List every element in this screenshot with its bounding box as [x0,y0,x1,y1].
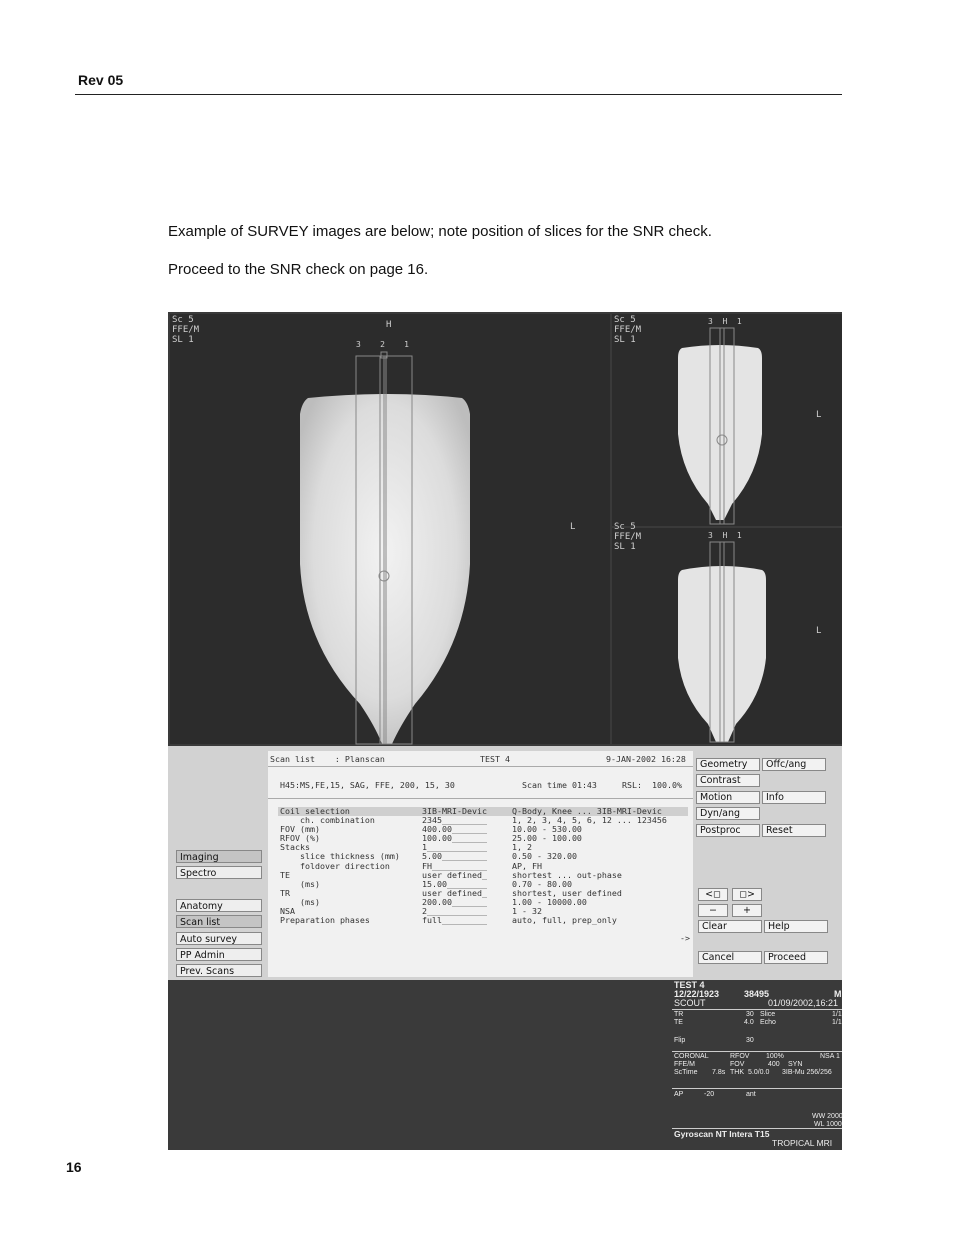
form-date: 9-JAN-2002 16:28 [606,754,686,764]
product-name: Gyroscan NT Intera T15 [674,1129,770,1139]
sctime-label: ScTime [674,1069,698,1076]
dyn-ang-button[interactable]: Dyn/ang [696,807,760,820]
nav-spectro[interactable]: Spectro [176,866,262,879]
top-right-slice-label: 3 H 1 [708,317,742,326]
tr-label: TR [674,1011,684,1018]
main-viewport [170,314,610,744]
info-divider-3 [672,1088,842,1089]
bottom-right-viewport [612,522,842,744]
offc-ang-button[interactable]: Offc/ang [762,758,826,771]
bottom-right-side-label: L [816,626,822,636]
patient-dob: 12/22/1923 [674,989,720,999]
intro-line-1: Example of SURVEY images are below; note position of slices for the SNR check. [168,223,712,240]
ap-label: AP [674,1091,684,1098]
window-level: WL 1000 [814,1121,842,1128]
slice-label: Slice [760,1011,776,1018]
patient-name: TEST 4 [674,980,705,990]
contrast-button[interactable]: Contrast [696,774,760,787]
header-rule [75,94,842,95]
slice-numbers: 3 2 1 [356,340,409,349]
rfov-label: RFOV [730,1053,750,1060]
patient-id: 38495 [744,989,770,999]
echo-value: 1/1 [832,1019,842,1026]
nav-imaging[interactable]: Imaging [176,850,262,863]
sctime-value: 7.8s [712,1069,726,1076]
sequence-label: FFE/M [674,1061,695,1068]
image-info-panel [672,980,842,1150]
cancel-button[interactable]: Cancel [698,951,762,964]
flip-label: Flip [674,1037,686,1044]
help-button[interactable]: Help [764,920,828,933]
thk-value: 5.0/0.0 [748,1069,770,1076]
phantom-sagittal-image [170,314,610,744]
echo-label: Echo [760,1019,776,1026]
revision-label: Rev 05 [78,72,124,88]
bottom-right-slice-label: 3 H 1 [708,531,742,540]
next-stack-button[interactable]: ◻> [732,888,762,901]
info-button[interactable]: Info [762,791,826,804]
top-right-viewport-info: Sc 5 FFE/M SL 1 [614,315,642,345]
fov-label: FOV [730,1061,745,1068]
patient-sex: M [834,989,842,999]
scan-datetime: 01/09/2002,16:21 [768,998,839,1008]
form-divider [268,766,693,767]
scan-parameter-form [268,751,693,977]
info-divider-1 [672,1009,842,1010]
scan-time: Scan time 01:43 [522,780,597,790]
protocol-name: H45:MS,FE,15, SAG, FFE, 200, 15, 30 [280,780,455,790]
scan-console [168,746,842,980]
ap-value: -20 [704,1091,715,1098]
form-divider-2 [268,798,693,799]
nav-anatomy[interactable]: Anatomy [176,899,262,912]
flip-value: 30 [746,1037,754,1044]
nav-pp-admin[interactable]: PP Admin [176,948,262,961]
nav-prev-scans[interactable]: Prev. Scans [176,964,262,977]
more-arrow: -> [680,933,690,943]
head-direction-label: H [386,320,392,330]
clear-button[interactable]: Clear [698,920,762,933]
tr-value: 30 [746,1011,754,1018]
syn-label: SYN [788,1061,803,1068]
parameter-labels: Coil selection ch. combination FOV (mm) RFOV (%) Stacks slice thickness (mm) foldover direction TE (ms) TR (ms) NSA Preparation phases [280,806,400,926]
parameter-values[interactable]: 3IB-MRI-Devic 2345_________ 400.00_______ 100.00_______ 1____________ 5.00_________ FH___________ user defined_ 15.00________ user defined_ 200.00_______ 2____________ full_________ [422,806,487,926]
phantom-coronal-image [612,314,842,526]
top-right-side-label: L [816,410,822,420]
main-viewport-info: Sc 5 FFE/M SL 1 [172,315,200,345]
plus-button[interactable]: + [732,904,762,917]
parameter-ranges: Q-Body, Knee ... 3IB-MRI-Devic 1, 2, 3, 4, 5, 6, 12 ... 123456 10.00 - 530.00 25.00 - 100.00 1, 2 0.50 - 320.00 AP, FH shortest ... out-phase 0.70 - 80.00 shortest, user defined 1.00 - 10000.00 1 - 32 auto, full, prep_only [512,806,667,926]
slice-value: 1/1 [832,1011,842,1018]
proceed-button[interactable]: Proceed [764,951,828,964]
bottom-right-viewport-info: Sc 5 FFE/M SL 1 [614,522,642,552]
coil-label: 3IB-Mu 256/256 [782,1069,832,1076]
motion-button[interactable]: Motion [696,791,760,804]
form-title: Scan list : Planscan [270,754,385,764]
postproc-button[interactable]: Postproc [696,824,760,837]
reset-button[interactable]: Reset [762,824,826,837]
rfov-value: 100% [766,1053,784,1060]
thk-label: THK [730,1069,744,1076]
window-width: WW 2000 [812,1113,843,1120]
intro-line-2: Proceed to the SNR check on page 16. [168,261,429,278]
geometry-button[interactable]: Geometry [696,758,760,771]
te-value: 4.0 [744,1019,754,1026]
site-name: TROPICAL MRI [772,1138,833,1148]
left-direction-label: L [570,522,576,532]
rsl-value: RSL: 100.0% [622,780,682,790]
top-right-viewport [612,314,842,526]
te-label: TE [674,1019,683,1026]
page-number: 16 [66,1159,82,1175]
nsa-label: NSA 1 [820,1053,840,1060]
minus-button[interactable]: − [698,904,728,917]
orientation-label: CORONAL [674,1053,709,1060]
phantom-transverse-image [612,528,842,744]
scan-name: SCOUT [674,998,706,1008]
fov-value: 400 [768,1061,780,1068]
ant-label: ant [746,1091,756,1098]
nav-auto-survey[interactable]: Auto survey [176,932,262,945]
nav-scan-list[interactable]: Scan list [176,915,262,928]
scanner-screenshot [168,312,842,1150]
previous-stack-button[interactable]: <◻ [698,888,728,901]
form-test-name: TEST 4 [480,754,510,764]
